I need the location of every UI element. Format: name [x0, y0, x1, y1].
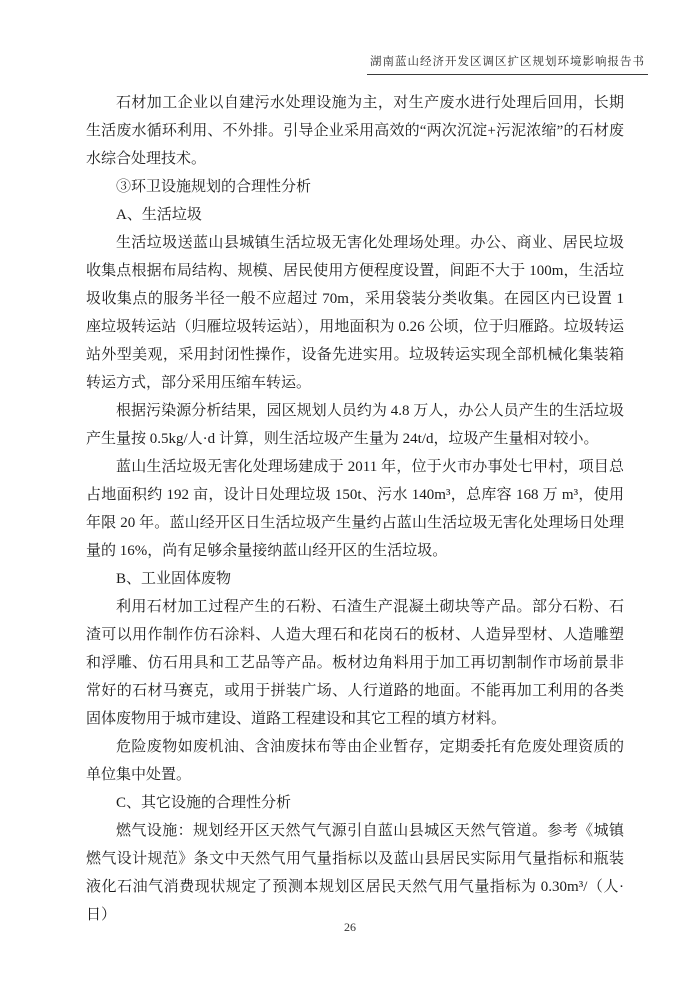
- paragraph-landfill-capacity: 蓝山生活垃圾无害化处理场建成于 2011 年，位于火市办事处七甲村，项目总占地面积约 192 亩，设计日处理垃圾 150t、污水 140m³，总库容 168 万 m³，使用年限 20 年。蓝山经开区日生活垃圾产生量约占蓝山生活垃圾无害化处理场日处理量的 16%，尚有足够余量接纳蓝山经开区的生活垃圾。: [86, 459, 624, 559]
- paragraph-gas-facilities: 燃气设施：规划经开区天然气气源引自蓝山县城区天然气管道。参考《城镇燃气设计规范》条文中天然气用气量指标以及蓝山县居民实际用气量指标和瓶装液化石油气消费现状规定了预测本规划区居民天然气用气量指标为 0.30m³/（人·日）: [86, 823, 624, 923]
- page-number: 26: [344, 920, 356, 934]
- report-header-title: 湖南蓝山经济开发区调区扩区规划环境影响报告书: [367, 53, 648, 75]
- page-footer: [0, 920, 700, 935]
- heading-sanitation-facilities-analysis: ③环卫设施规划的合理性分析: [116, 179, 312, 195]
- paragraph-wastewater-treatment: 石材加工企业以自建污水处理设施为主，对生产废水进行处理后回用，长期生活废水循环利用、不外排。引导企业采用高效的“两次沉淀+污泥浓缩”的石材废水综合处理技术。: [86, 95, 624, 167]
- heading-domestic-waste: A、生活垃圾: [116, 207, 202, 223]
- heading-other-facilities-analysis: C、其它设施的合理性分析: [116, 795, 292, 811]
- paragraph-waste-generation: 根据污染源分析结果，园区规划人员约为 4.8 万人，办公人员产生的生活垃圾产生量按 0.5kg/人·d 计算，则生活垃圾产生量为 24t/d，垃圾产生量相对较小。: [86, 403, 624, 447]
- heading-industrial-solid-waste: B、工业固体废物: [116, 571, 232, 587]
- paragraph-waste-collection: 生活垃圾送蓝山县城镇生活垃圾无害化处理场处理。办公、商业、居民垃圾收集点根据布局结构、规模、居民使用方便程度设置，间距不大于 100m，生活垃圾收集点的服务半径一般不应超过 70m，采用袋装分类收集。在园区内已设置 1 座垃圾转运站（归雁垃圾转运站），用地面积为 0.26 公顷，位于归雁路。垃圾转运站外型美观，采用封闭性操作，设备先进实用。垃圾转运实现全部机械化集装箱转运方式，部分采用压缩车转运。: [86, 235, 624, 391]
- page-header: [86, 52, 648, 75]
- paragraph-stone-waste-reuse: 利用石材加工过程产生的石粉、石渣生产混凝土砌块等产品。部分石粉、石渣可以用作制作仿石涂料、人造大理石和花岗石的板材、人造异型材、人造雕塑和浮雕、仿石用具和工艺品等产品。板材边角料用于加工再切割制作市场前景非常好的石材马赛克，或用于拼装广场、人行道路的地面。不能再加工利用的各类固体废物用于城市建设、道路工程建设和其它工程的填方材料。: [86, 599, 624, 727]
- paragraph-hazardous-waste: 危险废物如废机油、含油废抹布等由企业暂存，定期委托有危废处理资质的单位集中处置。: [86, 739, 624, 783]
- document-body: [86, 89, 624, 929]
